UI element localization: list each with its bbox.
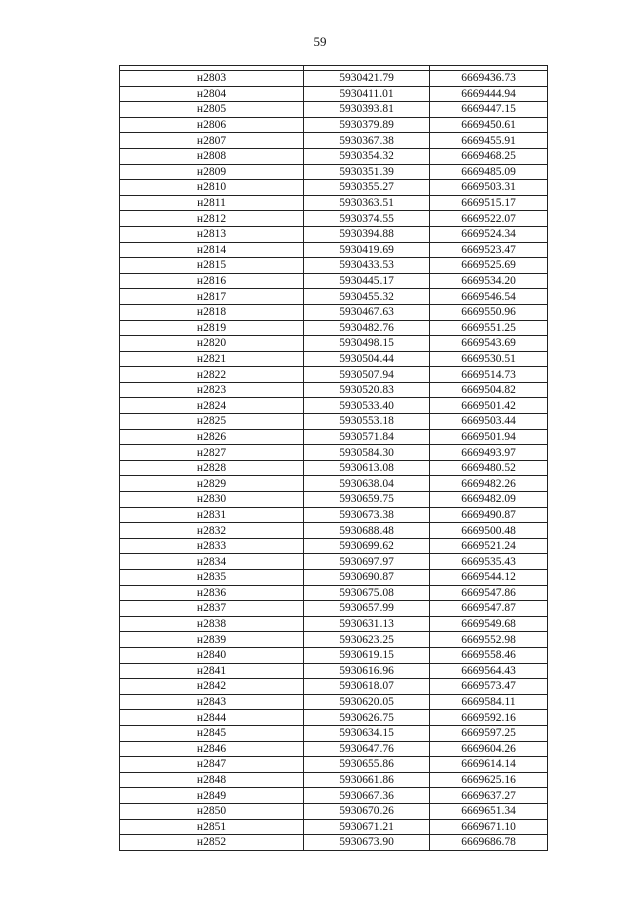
y-coordinate-cell: 6669514.73 <box>430 367 548 383</box>
x-coordinate-cell: 5930619.15 <box>304 647 430 663</box>
x-coordinate-cell: 5930367.38 <box>304 133 430 149</box>
table-row <box>120 679 548 695</box>
point-id-cell: н2810 <box>120 180 304 196</box>
y-coordinate-cell: 6669504.82 <box>430 382 548 398</box>
point-id-cell: н2848 <box>120 772 304 788</box>
table-row <box>120 538 548 554</box>
y-coordinate-cell: 6669482.09 <box>430 492 548 508</box>
x-coordinate-cell: 5930675.08 <box>304 585 430 601</box>
x-coordinate-cell: 5930647.76 <box>304 741 430 757</box>
x-coordinate-cell: 5930616.96 <box>304 663 430 679</box>
y-coordinate-cell: 6669521.24 <box>430 538 548 554</box>
y-coordinate-cell: 6669549.68 <box>430 616 548 632</box>
table-row <box>120 226 548 242</box>
y-coordinate-cell: 6669625.16 <box>430 772 548 788</box>
coordinates-table <box>119 65 548 851</box>
table-row <box>120 320 548 336</box>
y-coordinate-cell: 6669436.73 <box>430 71 548 87</box>
y-coordinate-cell: 6669482.26 <box>430 476 548 492</box>
table-row <box>120 336 548 352</box>
y-coordinate-cell: 6669535.43 <box>430 554 548 570</box>
x-coordinate-cell: 5930351.39 <box>304 164 430 180</box>
x-coordinate-cell: 5930623.25 <box>304 632 430 648</box>
x-coordinate-cell: 5930620.05 <box>304 694 430 710</box>
point-id-cell: н2837 <box>120 601 304 617</box>
point-id-cell: н2823 <box>120 382 304 398</box>
table-row <box>120 570 548 586</box>
point-id-cell: н2833 <box>120 538 304 554</box>
table-row <box>120 382 548 398</box>
point-id-cell: н2836 <box>120 585 304 601</box>
y-coordinate-cell: 6669544.12 <box>430 570 548 586</box>
point-id-cell: н2849 <box>120 788 304 804</box>
y-coordinate-cell: 6669686.78 <box>430 835 548 851</box>
y-coordinate-cell: 6669524.34 <box>430 226 548 242</box>
y-coordinate-cell: 6669614.14 <box>430 757 548 773</box>
x-coordinate-cell: 5930667.36 <box>304 788 430 804</box>
y-coordinate-cell: 6669444.94 <box>430 86 548 102</box>
y-coordinate-cell: 6669534.20 <box>430 273 548 289</box>
table-row <box>120 273 548 289</box>
table-row <box>120 819 548 835</box>
y-coordinate-cell: 6669546.54 <box>430 289 548 305</box>
table-row <box>120 398 548 414</box>
x-coordinate-cell: 5930638.04 <box>304 476 430 492</box>
x-coordinate-cell: 5930411.01 <box>304 86 430 102</box>
point-id-cell: н2822 <box>120 367 304 383</box>
x-coordinate-cell: 5930655.86 <box>304 757 430 773</box>
x-coordinate-cell: 5930393.81 <box>304 102 430 118</box>
table-row <box>120 445 548 461</box>
y-coordinate-cell: 6669564.43 <box>430 663 548 679</box>
point-id-cell: н2821 <box>120 351 304 367</box>
point-id-cell: н2841 <box>120 663 304 679</box>
table-row <box>120 242 548 258</box>
point-id-cell: н2813 <box>120 226 304 242</box>
table-row <box>120 601 548 617</box>
table-row <box>120 632 548 648</box>
y-coordinate-cell: 6669503.31 <box>430 180 548 196</box>
x-coordinate-cell: 5930520.83 <box>304 382 430 398</box>
point-id-cell: н2819 <box>120 320 304 336</box>
point-id-cell: н2830 <box>120 492 304 508</box>
point-id-cell: н2816 <box>120 273 304 289</box>
x-coordinate-cell: 5930688.48 <box>304 523 430 539</box>
x-coordinate-cell: 5930374.55 <box>304 211 430 227</box>
point-id-cell: н2807 <box>120 133 304 149</box>
point-id-cell: н2831 <box>120 507 304 523</box>
y-coordinate-cell: 6669523.47 <box>430 242 548 258</box>
point-id-cell: н2814 <box>120 242 304 258</box>
y-coordinate-cell: 6669455.91 <box>430 133 548 149</box>
point-id-cell: н2812 <box>120 211 304 227</box>
y-coordinate-cell: 6669552.98 <box>430 632 548 648</box>
x-coordinate-cell: 5930445.17 <box>304 273 430 289</box>
y-coordinate-cell: 6669525.69 <box>430 258 548 274</box>
point-id-cell: н2846 <box>120 741 304 757</box>
point-id-cell: н2828 <box>120 460 304 476</box>
page-number: 59 <box>313 34 327 49</box>
x-coordinate-cell: 5930433.53 <box>304 258 430 274</box>
point-id-cell: н2847 <box>120 757 304 773</box>
point-id-cell: н2840 <box>120 647 304 663</box>
table-row <box>120 694 548 710</box>
x-coordinate-cell: 5930673.38 <box>304 507 430 523</box>
table-row <box>120 86 548 102</box>
point-id-cell: н2851 <box>120 819 304 835</box>
x-coordinate-cell: 5930507.94 <box>304 367 430 383</box>
table-row <box>120 180 548 196</box>
x-coordinate-cell: 5930613.08 <box>304 460 430 476</box>
point-id-cell: н2820 <box>120 336 304 352</box>
y-coordinate-cell: 6669501.42 <box>430 398 548 414</box>
table-row <box>120 663 548 679</box>
x-coordinate-cell: 5930482.76 <box>304 320 430 336</box>
table-row <box>120 803 548 819</box>
y-coordinate-cell: 6669551.25 <box>430 320 548 336</box>
y-coordinate-cell: 6669480.52 <box>430 460 548 476</box>
x-coordinate-cell: 5930553.18 <box>304 414 430 430</box>
x-coordinate-cell: 5930657.99 <box>304 601 430 617</box>
table-row <box>120 585 548 601</box>
y-coordinate-cell: 6669543.69 <box>430 336 548 352</box>
x-coordinate-cell: 5930626.75 <box>304 710 430 726</box>
point-id-cell: н2835 <box>120 570 304 586</box>
x-coordinate-cell: 5930455.32 <box>304 289 430 305</box>
y-coordinate-cell: 6669671.10 <box>430 819 548 835</box>
table-row <box>120 148 548 164</box>
x-coordinate-cell: 5930634.15 <box>304 725 430 741</box>
y-coordinate-cell: 6669530.51 <box>430 351 548 367</box>
point-id-cell: н2815 <box>120 258 304 274</box>
y-coordinate-cell: 6669550.96 <box>430 304 548 320</box>
table-row <box>120 772 548 788</box>
x-coordinate-cell: 5930671.21 <box>304 819 430 835</box>
point-id-cell: н2817 <box>120 289 304 305</box>
x-coordinate-cell: 5930379.89 <box>304 117 430 133</box>
x-coordinate-cell: 5930504.44 <box>304 351 430 367</box>
x-coordinate-cell: 5930673.90 <box>304 835 430 851</box>
y-coordinate-cell: 6669450.61 <box>430 117 548 133</box>
y-coordinate-cell: 6669503.44 <box>430 414 548 430</box>
point-id-cell: н2843 <box>120 694 304 710</box>
table-row <box>120 725 548 741</box>
table-row <box>120 289 548 305</box>
point-id-cell: н2842 <box>120 679 304 695</box>
y-coordinate-cell: 6669500.48 <box>430 523 548 539</box>
point-id-cell: н2805 <box>120 102 304 118</box>
x-coordinate-cell: 5930363.51 <box>304 195 430 211</box>
x-coordinate-cell: 5930690.87 <box>304 570 430 586</box>
point-id-cell: н2826 <box>120 429 304 445</box>
x-coordinate-cell: 5930421.79 <box>304 71 430 87</box>
point-id-cell: н2832 <box>120 523 304 539</box>
point-id-cell: н2808 <box>120 148 304 164</box>
x-coordinate-cell: 5930533.40 <box>304 398 430 414</box>
table-row <box>120 757 548 773</box>
table-row <box>120 835 548 851</box>
point-id-cell: н2852 <box>120 835 304 851</box>
y-coordinate-cell: 6669592.16 <box>430 710 548 726</box>
table-row <box>120 523 548 539</box>
table-row <box>120 429 548 445</box>
y-coordinate-cell: 6669515.17 <box>430 195 548 211</box>
table-row <box>120 195 548 211</box>
y-coordinate-cell: 6669501.94 <box>430 429 548 445</box>
table-row <box>120 414 548 430</box>
point-id-cell: н2825 <box>120 414 304 430</box>
table-row <box>120 117 548 133</box>
table-row <box>120 304 548 320</box>
x-coordinate-cell: 5930661.86 <box>304 772 430 788</box>
y-coordinate-cell: 6669558.46 <box>430 647 548 663</box>
x-coordinate-cell: 5930659.75 <box>304 492 430 508</box>
table-row <box>120 476 548 492</box>
y-coordinate-cell: 6669468.25 <box>430 148 548 164</box>
x-coordinate-cell: 5930584.30 <box>304 445 430 461</box>
table-row <box>120 710 548 726</box>
y-coordinate-cell: 6669637.27 <box>430 788 548 804</box>
y-coordinate-cell: 6669522.07 <box>430 211 548 227</box>
y-coordinate-cell: 6669547.87 <box>430 601 548 617</box>
point-id-cell: н2803 <box>120 71 304 87</box>
table-row <box>120 367 548 383</box>
table-body <box>120 66 548 851</box>
x-coordinate-cell: 5930618.07 <box>304 679 430 695</box>
point-id-cell: н2850 <box>120 803 304 819</box>
x-coordinate-cell: 5930354.32 <box>304 148 430 164</box>
table-row <box>120 507 548 523</box>
point-id-cell: н2804 <box>120 86 304 102</box>
y-coordinate-cell: 6669604.26 <box>430 741 548 757</box>
point-id-cell: н2824 <box>120 398 304 414</box>
y-coordinate-cell: 6669547.86 <box>430 585 548 601</box>
y-coordinate-cell: 6669493.97 <box>430 445 548 461</box>
x-coordinate-cell: 5930498.15 <box>304 336 430 352</box>
x-coordinate-cell: 5930670.26 <box>304 803 430 819</box>
y-coordinate-cell: 6669651.34 <box>430 803 548 819</box>
table-row <box>120 647 548 663</box>
point-id-cell: н2839 <box>120 632 304 648</box>
table-row <box>120 741 548 757</box>
y-coordinate-cell: 6669485.09 <box>430 164 548 180</box>
table-row <box>120 492 548 508</box>
x-coordinate-cell: 5930419.69 <box>304 242 430 258</box>
point-id-cell: н2829 <box>120 476 304 492</box>
x-coordinate-cell: 5930467.63 <box>304 304 430 320</box>
point-id-cell: н2818 <box>120 304 304 320</box>
point-id-cell: н2845 <box>120 725 304 741</box>
point-id-cell: н2827 <box>120 445 304 461</box>
x-coordinate-cell: 5930355.27 <box>304 180 430 196</box>
point-id-cell: н2844 <box>120 710 304 726</box>
y-coordinate-cell: 6669573.47 <box>430 679 548 695</box>
table-row <box>120 788 548 804</box>
point-id-cell: н2811 <box>120 195 304 211</box>
table-row <box>120 351 548 367</box>
table-row <box>120 211 548 227</box>
y-coordinate-cell: 6669597.25 <box>430 725 548 741</box>
point-id-cell: н2809 <box>120 164 304 180</box>
table-row <box>120 554 548 570</box>
table-row <box>120 102 548 118</box>
table-row <box>120 164 548 180</box>
point-id-cell: н2838 <box>120 616 304 632</box>
table-row <box>120 616 548 632</box>
x-coordinate-cell: 5930697.97 <box>304 554 430 570</box>
y-coordinate-cell: 6669584.11 <box>430 694 548 710</box>
x-coordinate-cell: 5930631.13 <box>304 616 430 632</box>
point-id-cell: н2806 <box>120 117 304 133</box>
x-coordinate-cell: 5930394.88 <box>304 226 430 242</box>
y-coordinate-cell: 6669447.15 <box>430 102 548 118</box>
point-id-cell: н2834 <box>120 554 304 570</box>
table-row <box>120 460 548 476</box>
x-coordinate-cell: 5930699.62 <box>304 538 430 554</box>
table-row <box>120 71 548 87</box>
x-coordinate-cell: 5930571.84 <box>304 429 430 445</box>
table-row <box>120 258 548 274</box>
table-row <box>120 133 548 149</box>
y-coordinate-cell: 6669490.87 <box>430 507 548 523</box>
